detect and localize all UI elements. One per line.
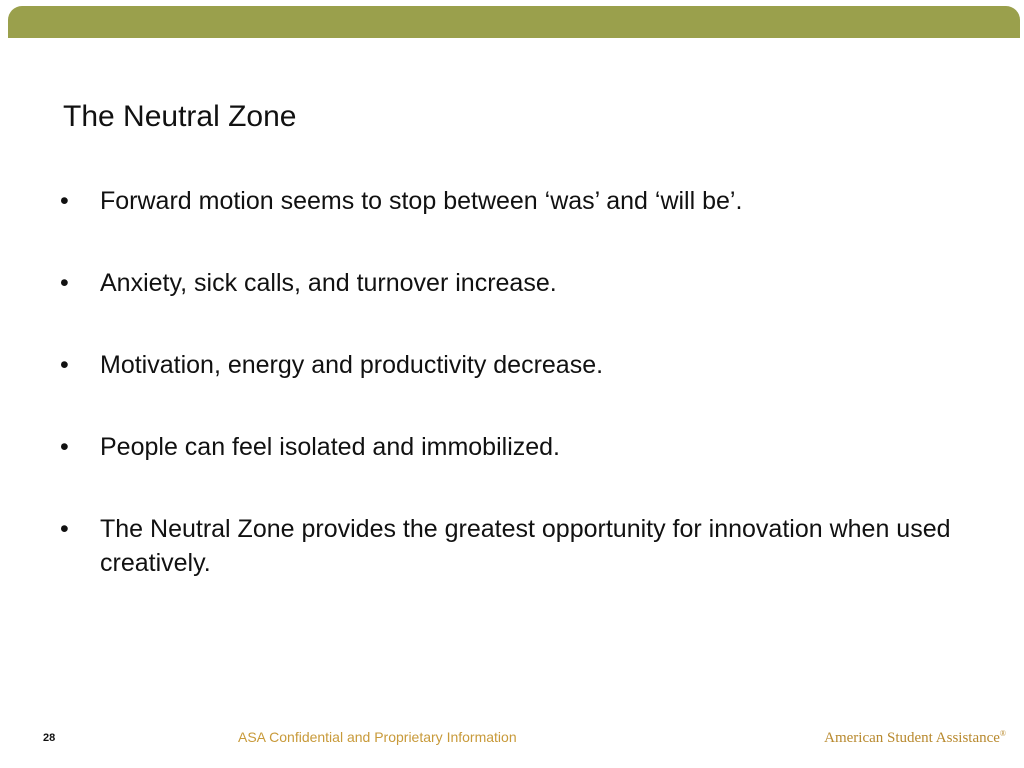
confidential-notice: ASA Confidential and Proprietary Information	[238, 729, 517, 745]
bullet-text: People can feel isolated and immobilized.	[100, 433, 560, 461]
bullet-text: Motivation, energy and productivity decrease.	[100, 351, 604, 379]
brand-name: American Student Assistance	[824, 730, 1000, 746]
brand-logo	[824, 729, 1006, 747]
slide-title: The Neutral Zone	[63, 100, 297, 133]
bullet-item	[60, 184, 960, 218]
bullet-icon: •	[60, 187, 69, 215]
bullet-text: The Neutral Zone provides the greatest opportunity for innovation when used creatively.	[100, 515, 951, 577]
bullet-item	[60, 512, 960, 580]
bullet-icon: •	[60, 269, 69, 297]
bullet-text: Forward motion seems to stop between ‘was’ and ‘will be’.	[100, 187, 743, 215]
registered-mark: ®	[999, 729, 1006, 738]
bullet-item	[60, 266, 960, 300]
bullet-item	[60, 348, 960, 382]
bullet-list	[60, 184, 960, 628]
bullet-icon: •	[60, 351, 69, 379]
bullet-text: Anxiety, sick calls, and turnover increase.	[100, 269, 557, 297]
page-number: 28	[43, 732, 56, 744]
bullet-icon: •	[60, 515, 69, 543]
header-bar	[8, 6, 1020, 38]
bullet-item	[60, 430, 960, 464]
bullet-icon: •	[60, 433, 69, 461]
